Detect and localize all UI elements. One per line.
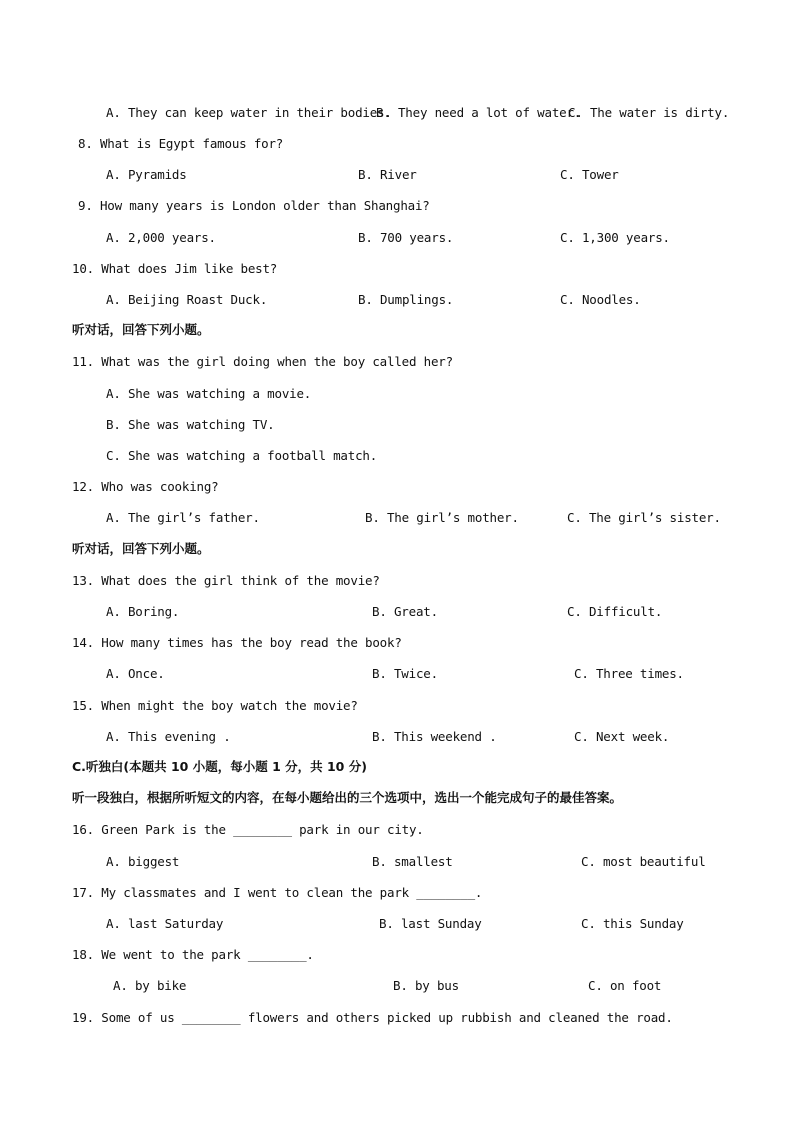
q9-option-c: C. 1,300 years.	[560, 230, 670, 245]
q18-option-a: A. by bike	[113, 978, 187, 993]
q9-option-b: B. 700 years.	[358, 230, 454, 245]
q18-option-c: C. on foot	[588, 978, 662, 993]
q15-stem: 15. When might the boy watch the movie?	[72, 698, 358, 713]
q9-option-a: A. 2,000 years.	[106, 230, 216, 245]
q13-option-b: B. Great.	[372, 604, 438, 619]
q7-option-c: C. The water is dirty.	[568, 105, 730, 120]
q14-option-c: C. Three times.	[574, 666, 684, 681]
q16-option-b: B. smallest	[372, 854, 453, 869]
q10-option-c: C. Noodles.	[560, 292, 641, 307]
q17-option-c: C. this Sunday	[581, 916, 684, 931]
q11-stem: 11. What was the girl doing when the boy called her?	[72, 354, 453, 369]
q9-stem: 9. How many years is London older than Shanghai?	[78, 198, 430, 213]
q19-stem: 19. Some of us ________ flowers and others picked up rubbish and cleaned the road.	[72, 1010, 673, 1025]
q13-option-c: C. Difficult.	[567, 604, 663, 619]
q10-option-b: B. Dumplings.	[358, 292, 454, 307]
section-heading-dialogue-1: 听对话，回答下列小题。	[72, 322, 210, 337]
q15-option-b: B. This weekend .	[372, 729, 497, 744]
section-heading-dialogue-2: 听对话，回答下列小题。	[72, 541, 210, 556]
q16-stem: 16. Green Park is the ________ park in our city.	[72, 822, 424, 837]
q10-stem: 10. What does Jim like best?	[72, 261, 278, 276]
q15-option-c: C. Next week.	[574, 729, 670, 744]
q11-option-a: A. She was watching a movie.	[106, 386, 312, 401]
q11-option-b: B. She was watching TV.	[106, 417, 275, 432]
section-c-heading: C.听独白(本题共 10 小题，每小题 1 分，共 10 分)	[72, 759, 367, 774]
q17-option-b: B. last Sunday	[379, 916, 482, 931]
q15-option-a: A. This evening .	[106, 729, 231, 744]
q8-stem: 8. What is Egypt famous for?	[78, 136, 284, 151]
q12-option-a: A. The girl’s father.	[106, 510, 260, 525]
q8-option-a: A. Pyramids	[106, 167, 187, 182]
q14-option-b: B. Twice.	[372, 666, 438, 681]
q7-option-b: B. They need a lot of water.	[376, 105, 582, 120]
q12-option-b: B. The girl’s mother.	[365, 510, 519, 525]
q8-option-c: C. Tower	[560, 167, 619, 182]
q13-stem: 13. What does the girl think of the movie?	[72, 573, 380, 588]
q16-option-a: A. biggest	[106, 854, 180, 869]
q17-stem: 17. My classmates and I went to clean the park ________.	[72, 885, 483, 900]
section-c-instructions: 听一段独白，根据所听短文的内容，在每小题给出的三个选项中，选出一个能完成句子的最佳答案。	[72, 790, 623, 805]
q8-option-b: B. River	[358, 167, 417, 182]
q14-option-a: A. Once.	[106, 666, 165, 681]
q13-option-a: A. Boring.	[106, 604, 180, 619]
q12-stem: 12. Who was cooking?	[72, 479, 219, 494]
q14-stem: 14. How many times has the boy read the book?	[72, 635, 402, 650]
q12-option-c: C. The girl’s sister.	[567, 510, 721, 525]
q10-option-a: A. Beijing Roast Duck.	[106, 292, 268, 307]
q16-option-c: C. most beautiful	[581, 854, 706, 869]
q17-option-a: A. last Saturday	[106, 916, 224, 931]
q18-stem: 18. We went to the park ________.	[72, 947, 314, 962]
q11-option-c: C. She was watching a football match.	[106, 448, 378, 463]
q7-option-a: A. They can keep water in their bodies.	[106, 105, 392, 120]
q18-option-b: B. by bus	[393, 978, 459, 993]
